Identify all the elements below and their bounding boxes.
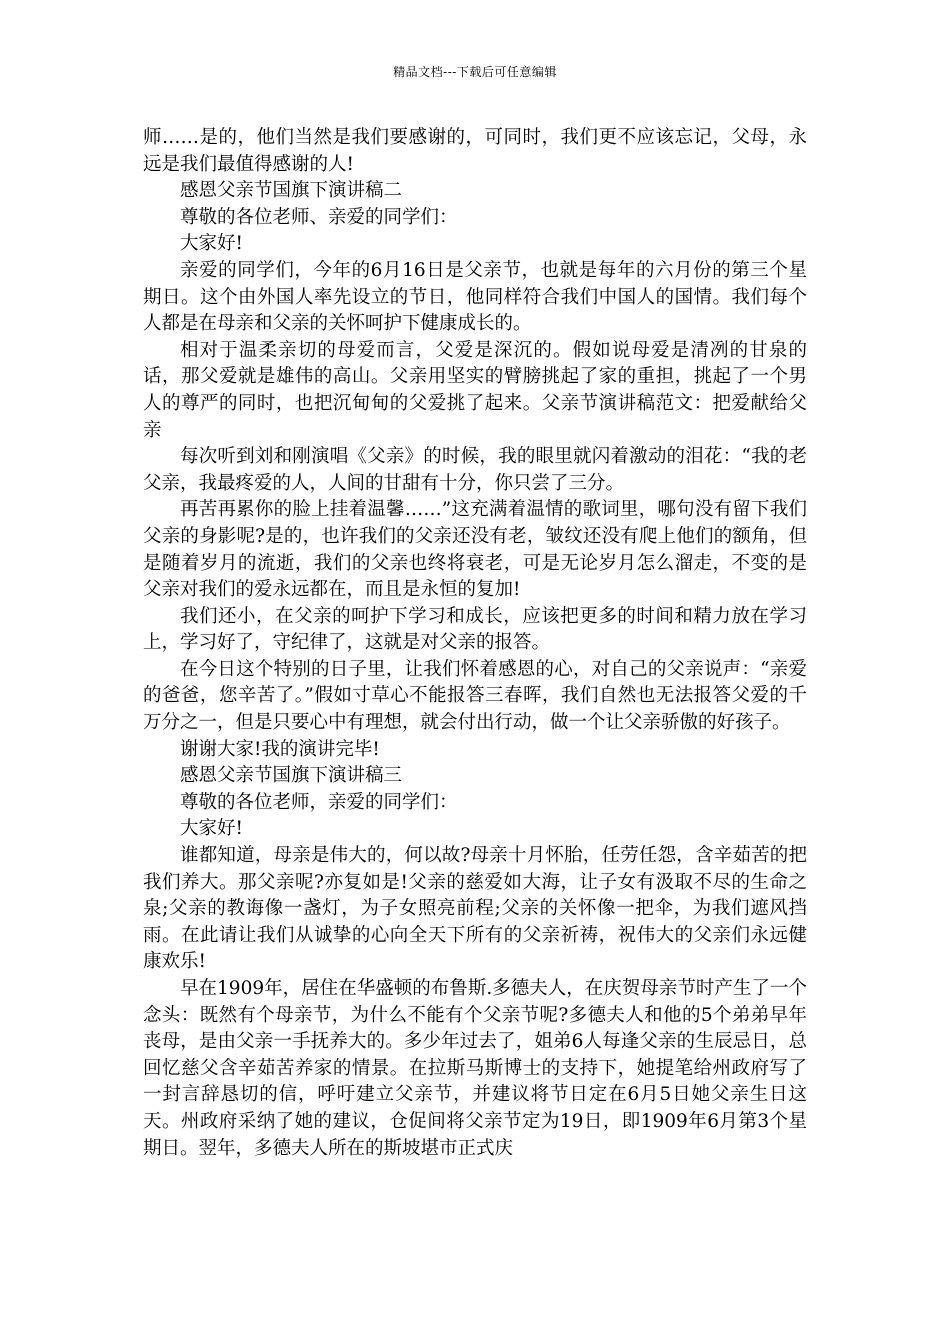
greeting: 大家好! (180, 818, 243, 840)
paragraph: 早在1909年，居住在华盛顿的布鲁斯.多德夫人，在庆贺母亲节时产生了一个念头：既然有个母亲节，为什么不能有个父亲节呢?多德夫人和他的5个弟弟早年丧母，是由父亲一手抚养大的。多少年过去了，姐弟6人每逢父亲的生辰忌日，总回忆慈父含辛茹苦养家的情景。在拉斯马斯博士的支持下，她提笔给州政府写了一封言辞恳切的信，呼吁建立父亲节，并建议将节日定在6月5日她父亲生日这天。州政府采纳了她的建议，仓促间将父亲节定为19日，即1909年6月第3个星期日。翌年，多德夫人所在的斯坡堪市正式庆 (143, 978, 807, 1159)
section-heading: 感恩父亲节国旗下演讲稿二 (180, 180, 403, 202)
salutation: 尊敬的各位老师，亲爱的同学们： (180, 791, 458, 813)
paragraph: 再苦再累你的脸上挂着温馨……”这充满着温情的歌词里，哪句没有留下我们父亲的身影呢?是的，也许我们的父亲还没有老，皱纹还没有爬上他们的额角，但是随着岁月的流逝，我们的父亲也终将衰老，可是无论岁月怎么溜走，不变的是父亲对我们的爱永远都在，而且是永恒的复加! (143, 499, 807, 601)
paragraph: 我们还小，在父亲的呵护下学习和成长，应该把更多的时间和精力放在学习上，学习好了，守纪律了，这就是对父亲的报答。 (143, 605, 807, 654)
page-header: 精品文档---下载后可任意编辑 (393, 65, 557, 79)
paragraph: 师……是的，他们当然是我们要感谢的，可同时，我们更不应该忘记，父母，永远是我们最值得感谢的人! (143, 127, 807, 175)
section-heading: 感恩父亲节国旗下演讲稿三 (180, 765, 403, 787)
paragraph: 每次听到刘和刚演唱《父亲》的时候，我的眼里就闪着激动的泪花：“我的老父亲，我最疼爱的人，人间的甘甜有十分，你只尝了三分。 (143, 446, 807, 494)
salutation: 尊敬的各位老师、亲爱的同学们： (180, 206, 458, 228)
greeting: 大家好! (180, 233, 243, 255)
paragraph: 谁都知道，母亲是伟大的，何以故?母亲十月怀胎，任劳任怨，含辛茹苦的把我们养大。那父亲呢?亦复如是!父亲的慈爱如大海，让子女有汲取不尽的生命之泉;父亲的教诲像一盏灯，为子女照亮前程;父亲的关怀像一把伞，为我们遮风挡雨。在此请让我们从诚挚的心向全天下所有的父亲祈祷，祝伟大的父亲们永远健康欢乐! (143, 845, 807, 973)
document-body (143, 125, 807, 1162)
paragraph: 在今日这个特别的日子里，让我们怀着感恩的心，对自己的父亲说声：“亲爱的爸爸，您辛苦了。”假如寸草心不能报答三春晖，我们自然也无法报答父爱的千万分之一，但是只要心中有理想，就会付出行动，做一个让父亲骄傲的好孩子。 (143, 658, 807, 734)
closing-line: 谢谢大家!我的演讲完毕! (180, 738, 380, 760)
paragraph: 亲爱的同学们，今年的6月16日是父亲节，也就是每年的六月份的第三个星期日。这个由外国人率先设立的节日，他同样符合我们中国人的国情。我们每个人都是在母亲和父亲的关怀呵护下健康成长的。 (143, 259, 807, 335)
paragraph: 相对于温柔亲切的母爱而言，父爱是深沉的。假如说母爱是清冽的甘泉的话，那父爱就是雄伟的高山。父亲用坚实的臂膀挑起了家的重担，挑起了一个男人的尊严的同时，也把沉甸甸的父爱挑了起来。父亲节演讲稿范文：把爱献给父亲 (143, 339, 807, 441)
